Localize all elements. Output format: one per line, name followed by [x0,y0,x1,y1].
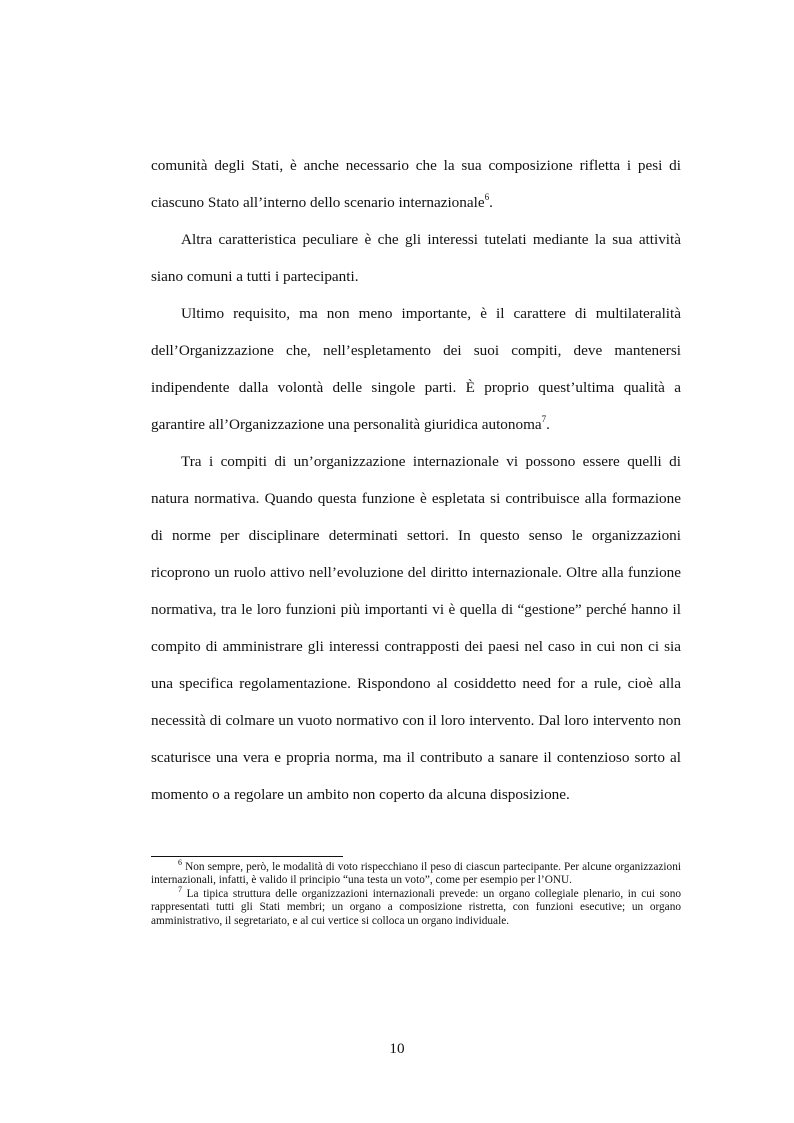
paragraph-tail: . [546,416,550,433]
footnote-text: La tipica struttura delle organizzazioni internazionali prevede: un organo collegiale plenario, in cui sono rappresentati tutti gli Stati membri; un organo a composizione ristretta, con funzioni esecutive; un organo amministrativo, il segretariato, e al cui vertice si colloca un organo individuale. [151,887,681,927]
footnote [151,884,681,928]
paragraph [151,443,681,813]
footnote-reference[interactable]: 7 [541,414,547,424]
paragraph-continuation [151,147,681,221]
paragraph-text: Tra i compiti di un’organizzazione internazionale vi possono essere quelli di natura normativa. Quando questa funzione è espletata si contribuisce alla formazione di norme per disciplinare determinati settori. In questo senso le organizzazioni ricoprono un ruolo attivo nell’evoluzione del diritto internazionale. Oltre alla funzione normativa, tra le loro funzioni più importanti vi è quella di “gestione” perché hanno il compito di amministrare gli interessi contrapposti dei paesi nel caso in cui non ci sia una specifica regolamentazione. Rispondono al cosiddetto need for a rule, cioè alla necessità di colmare un vuoto normativo con il loro intervento. Dal loro intervento non scaturisce una vera e propria norma, ma il contributo a sanare il contenzioso sorto al momento o a regolare un ambito non coperto da alcuna disposizione. [151,453,681,803]
paragraph-text: Altra caratteristica peculiare è che gli interessi tutelati mediante la sua attività siano comuni a tutti i partecipanti. [151,231,681,285]
page-number: 10 [389,1040,405,1057]
page-body [151,147,681,813]
footnote-text: Non sempre, però, le modalità di voto rispecchiano il peso di ciascun partecipante. Per alcune organizzazioni internazionali, infatti, è valido il principio “una testa un voto”, come per esempio per l’ONU. [151,861,681,887]
paragraph [151,295,681,443]
footnote-reference[interactable]: 6 [484,192,490,202]
paragraph-text: comunità degli Stati, è anche necessario che la sua composizione rifletta i pesi di ciascuno Stato all’interno dello scenario internazionale [151,157,681,211]
footnotes [151,858,681,928]
paragraph-text: Ultimo requisito, ma non meno importante, è il carattere di multilateralità dell’Organizzazione che, nell’espletamento dei suoi compiti, deve mantenersi indipendente dalla volontà delle singole parti. È proprio quest’ultima qualità a garantire all’Organizzazione una personalità giuridica autonoma [151,305,681,433]
footnote-number: 7 [178,884,182,894]
paragraph-tail: . [489,194,493,211]
footnote [151,858,681,888]
paragraph [151,221,681,295]
footnote-number: 6 [178,858,182,867]
footnote-separator [151,856,343,857]
